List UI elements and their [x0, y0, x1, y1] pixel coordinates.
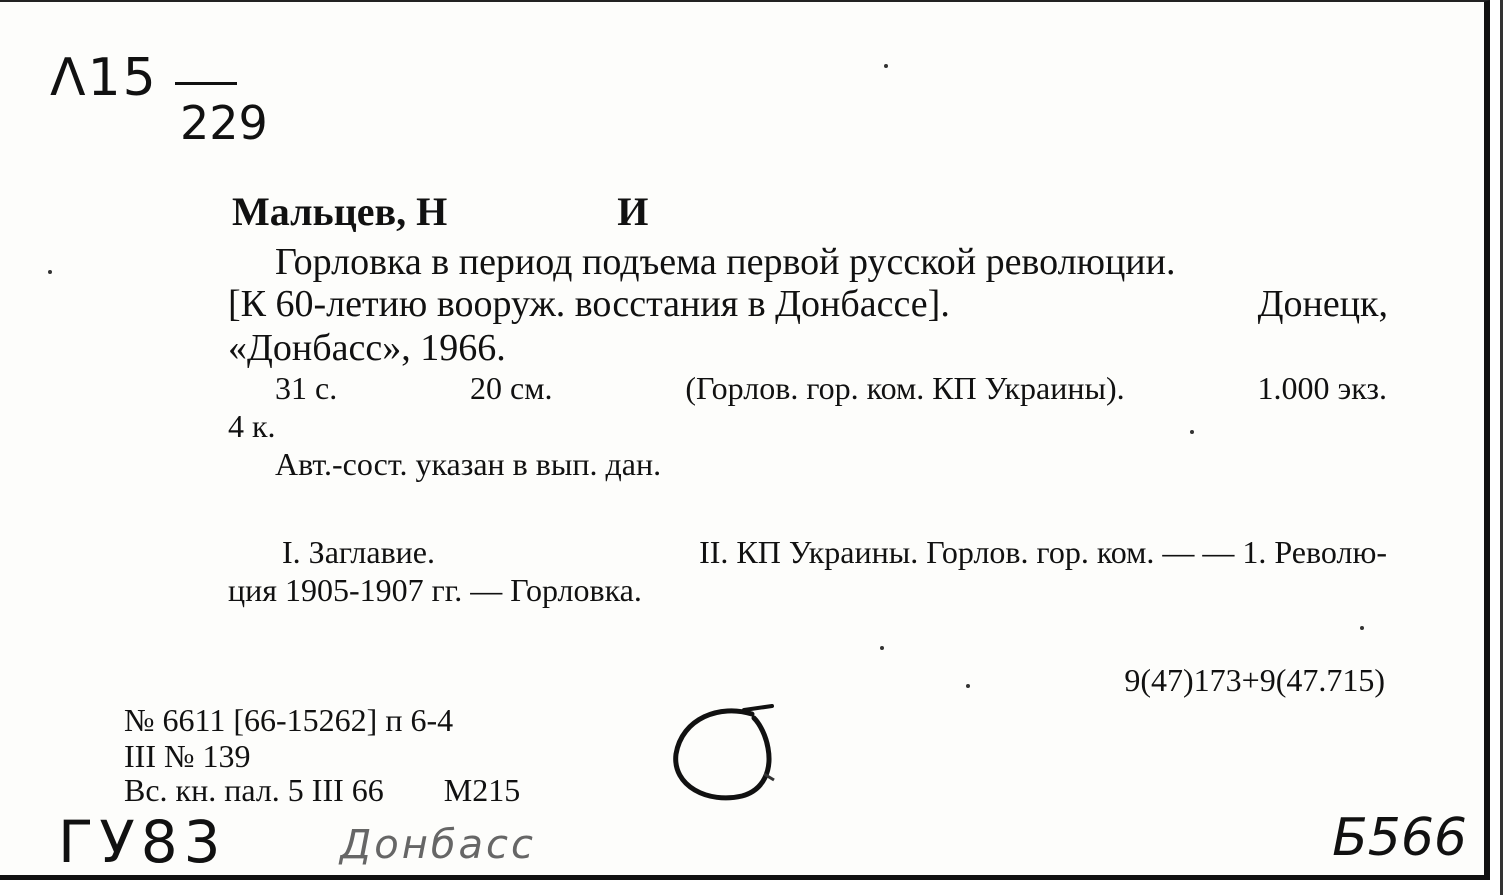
registry-chamber	[124, 772, 520, 809]
tracing-line-1	[282, 534, 1387, 571]
author-surname: Мальцев, Н	[232, 189, 448, 234]
dust-speck	[48, 270, 52, 274]
registry-series: III № 139	[124, 738, 251, 774]
inventory-mark: Б566	[1332, 808, 1467, 868]
chamber-date: Вс. кн. пал. 5 III 66	[124, 772, 384, 808]
title-line-2-left: [К 60-летию вооруж. восстания в Донбассе].	[228, 283, 950, 325]
tracing-title: I. Заглавие.	[282, 534, 435, 570]
shelf-mark-bottom: 229	[180, 96, 268, 150]
title-line-2	[228, 282, 1388, 326]
dust-speck	[884, 64, 888, 68]
dust-speck	[1190, 430, 1194, 434]
dust-speck	[1360, 626, 1364, 630]
author-note: Авт.-сост. указан в вып. дан.	[275, 446, 662, 482]
dust-speck	[880, 646, 884, 650]
copies: 1.000 экз.	[1257, 370, 1387, 406]
classification-number: 9(47)173+9(47.715)	[1124, 662, 1385, 698]
publisher-year: «Донбасс», 1966.	[228, 327, 506, 369]
registry-number: № 6611 [66-15262] п 6-4	[124, 702, 454, 738]
price: 4 к.	[228, 408, 276, 444]
chamber-code: М215	[443, 772, 521, 808]
tracing-subjects: II. КП Украины. Горлов. гор. ком. — — 1. Револю-	[699, 534, 1387, 570]
dust-speck	[966, 684, 970, 688]
author-initial: И	[617, 189, 649, 234]
shelf-mark-divider	[175, 82, 237, 85]
location-note: Донбасс	[340, 822, 537, 868]
physical-description	[275, 370, 1387, 407]
author-heading	[232, 188, 648, 235]
series: (Горлов. гор. ком. КП Украины).	[685, 370, 1125, 406]
pages: 31 с.	[275, 370, 338, 406]
title-line-1: Горловка в период подъема первой русской революции.	[275, 241, 1176, 283]
publication-place: Донецк,	[1257, 283, 1388, 325]
shelf-mark-top: Λ15	[50, 48, 158, 108]
location-code: ГУ83	[58, 808, 227, 876]
size: 20 см.	[470, 370, 553, 406]
tracing-line-2: ция 1905-1907 гг. — Горловка.	[228, 572, 642, 608]
punch-hole-stamp	[660, 700, 790, 812]
